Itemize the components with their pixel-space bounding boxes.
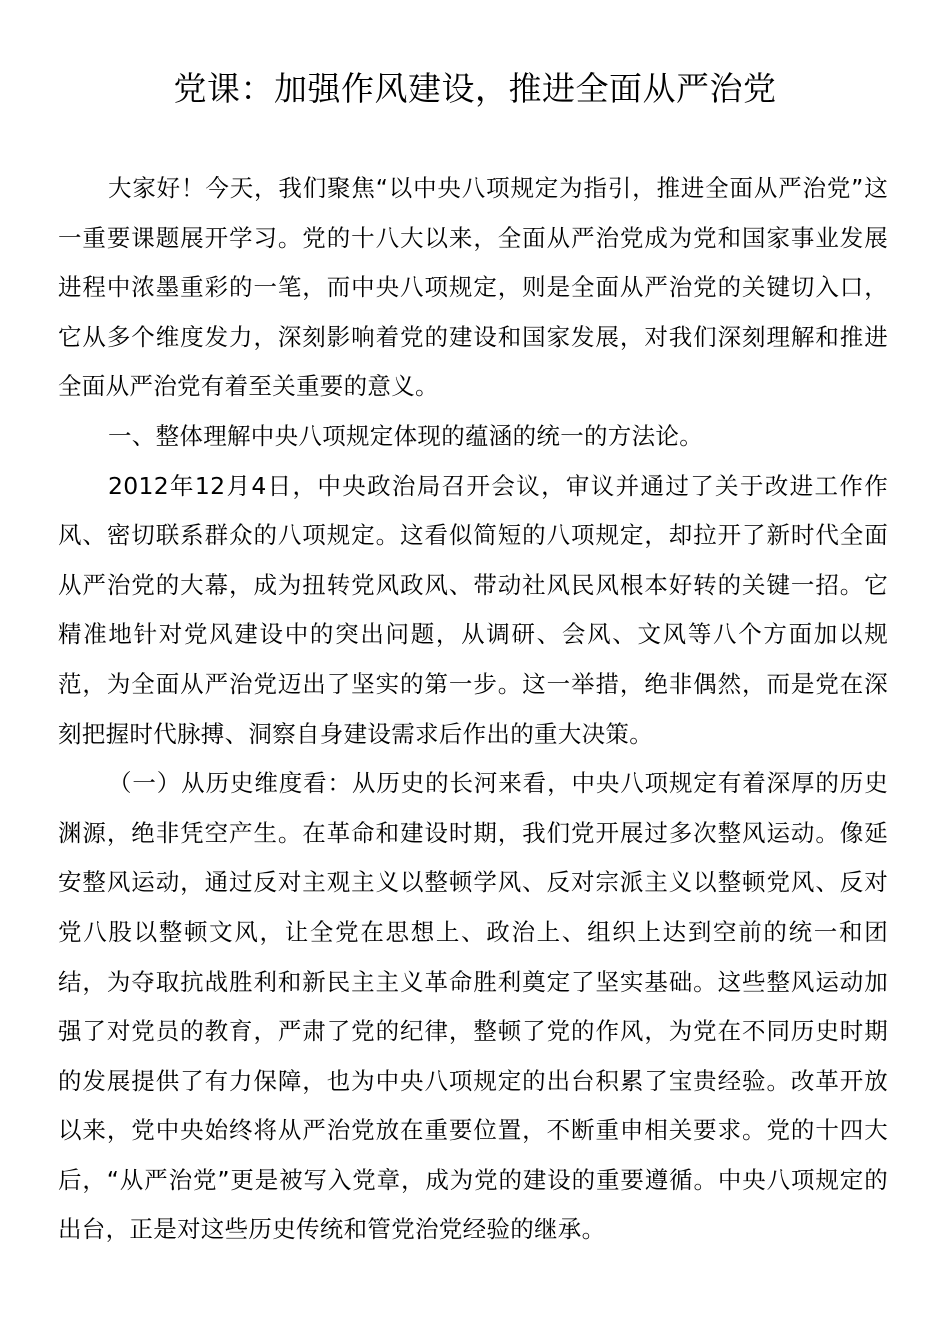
paragraph-intro: 大家好！今天，我们聚焦“以中央八项规定为指引，推进全面从严治党”这一重要课题展开学习。党的十八大以来，全面从严治党成为党和国家事业发展进程中浓墨重彩的一笔，而中央八项规定，则是全面从严治党的关键切入口，它从多个维度发力，深刻影响着党的建设和国家发展，对我们深刻理解和推进全面从严治党有着至关重要的意义。	[58, 174, 888, 401]
paragraph-history: （一）从历史维度看：从历史的长河来看，中央八项规定有着深厚的历史渊源，绝非凭空产生。在革命和建设时期，我们党开展过多次整风运动。像延安整风运动，通过反对主观主义以整顿学风、反对宗派主义以整顿党风、反对党八股以整顿文风，让全党在思想上、政治上、组织上达到空前的统一和团结，为夺取抗战胜利和新民主主义革命胜利奠定了坚实基础。这些整风运动加强了对党员的教育，严肃了党的纪律，整顿了党的作风，为党在不同历史时期的发展提供了有力保障，也为中央八项规定的出台积累了宝贵经验。改革开放以来，党中央始终将从严治党放在重要位置，不断重申相关要求。党的十四大后，“从严治党”更是被写入党章，成为党的建设的重要遵循。中央八项规定的出台，正是对这些历史传统和管党治党经验的继承。	[58, 769, 888, 1244]
document-title: 党课：加强作风建设，推进全面从严治党	[173, 69, 777, 108]
paragraph-background: 2012年12月4日，中央政治局召开会议，审议并通过了关于改进工作作风、密切联系群众的八项规定。这看似简短的八项规定，却拉开了新时代全面从严治党的大幕，成为扭转党风政风、带动社风民风根本好转的关键一招。它精准地针对党风建设中的突出问题，从调研、会风、文风等八个方面加以规范，为全面从严治党迈出了坚实的第一步。这一举措，绝非偶然，而是党在深刻把握时代脉搏、洞察自身建设需求后作出的重大决策。	[58, 471, 888, 748]
document-body	[58, 164, 888, 1255]
paragraph-section-heading: 一、整体理解中央八项规定体现的蕴涵的统一的方法论。	[108, 421, 703, 450]
